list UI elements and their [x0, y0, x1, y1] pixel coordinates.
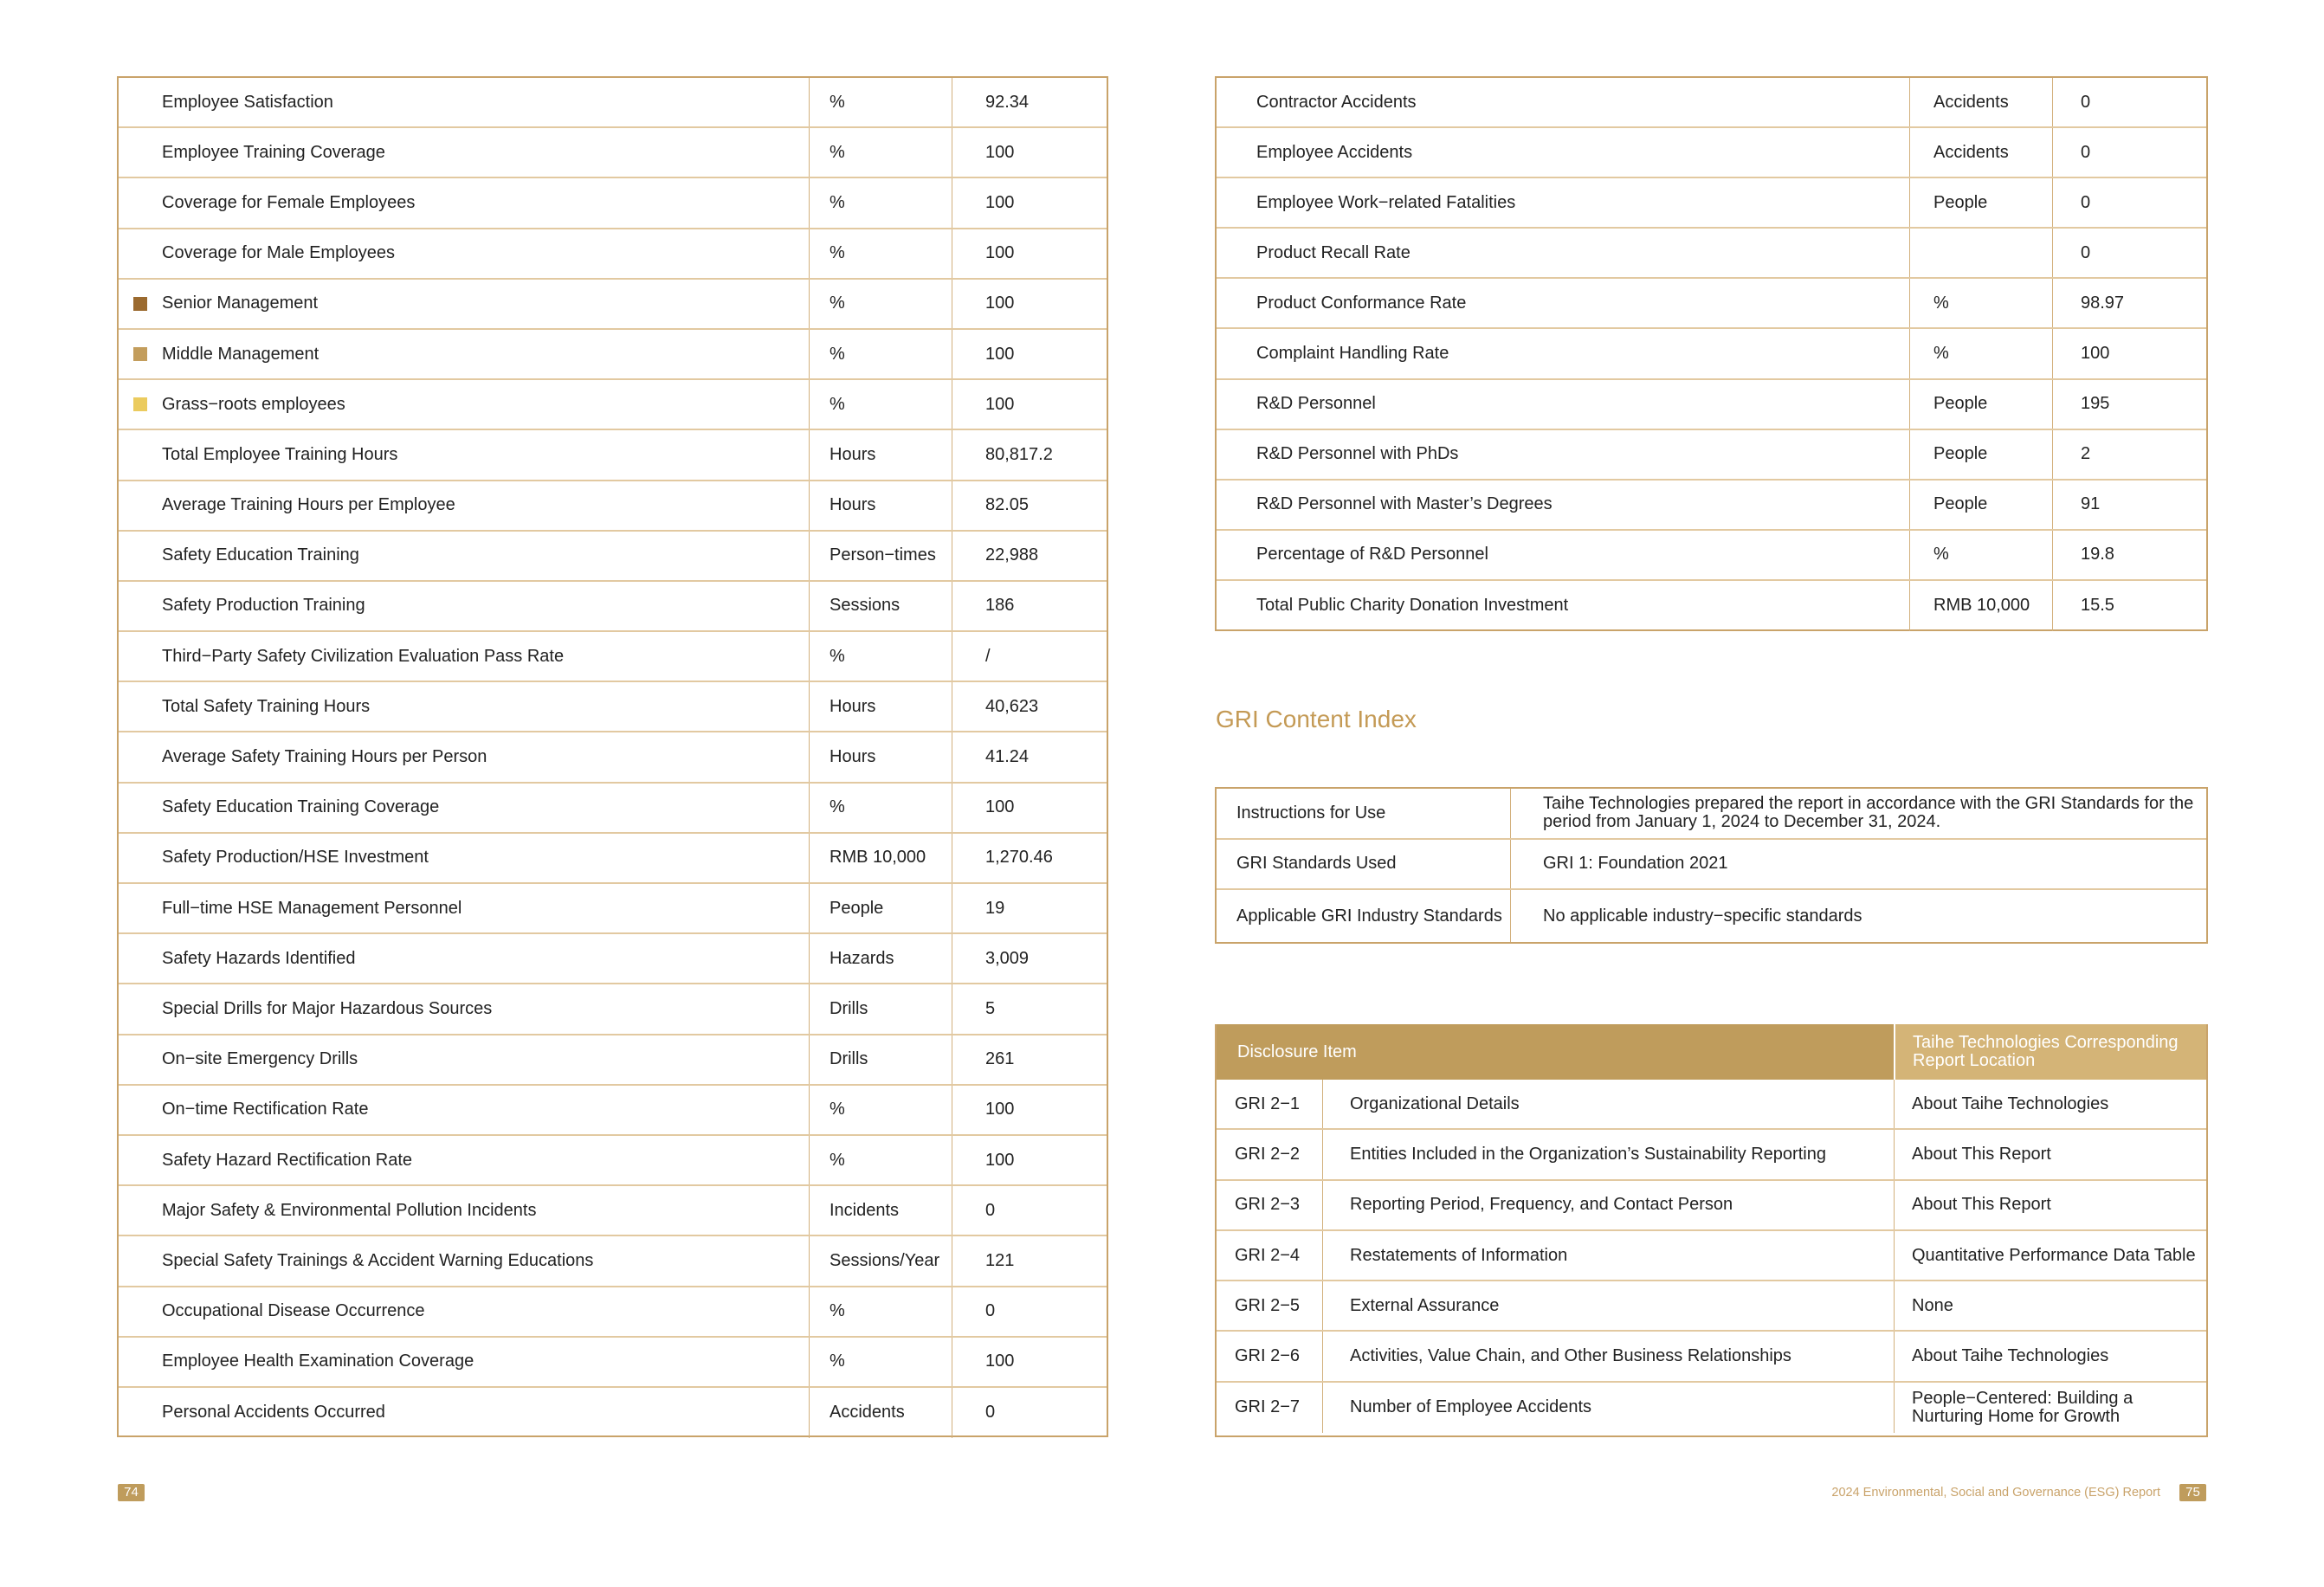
indicator-unit: Sessions/Year [809, 1236, 952, 1285]
table-row [119, 532, 1107, 582]
indicator-value: 261 [952, 1035, 1107, 1084]
indicator-unit: % [809, 380, 952, 429]
gri-info-label: Applicable GRI Industry Standards [1236, 906, 1502, 926]
indicator-unit: % [809, 1287, 952, 1336]
indicator-name: Employee Satisfaction [162, 92, 333, 112]
table-row [119, 481, 1107, 532]
disclosure-location: People−Centered: Building a Nurturing Home for Growth [1894, 1383, 2206, 1433]
indicator-value: 100 [952, 178, 1107, 227]
disclosure-location: About Taihe Technologies [1894, 1080, 2206, 1128]
indicator-name: Complaint Handling Rate [1256, 344, 1449, 364]
indicator-unit: % [809, 178, 952, 227]
indicator-unit: % [809, 229, 952, 278]
indicator-name: Average Training Hours per Employee [162, 495, 455, 515]
indicator-name: R&D Personnel [1256, 394, 1376, 414]
indicator-name-cell [119, 1035, 809, 1084]
gri-info-label: Instructions for Use [1236, 803, 1386, 823]
indicator-value: 40,623 [952, 682, 1107, 731]
indicator-value: 41.24 [952, 732, 1107, 781]
indicator-value: 0 [952, 1186, 1107, 1235]
indicator-name: On−site Emergency Drills [162, 1049, 358, 1069]
marker-senior-legend-square-icon [133, 297, 147, 311]
indicator-name-cell [119, 1287, 809, 1336]
indicator-unit: Hours [809, 430, 952, 479]
indicator-value: 0 [2052, 229, 2206, 277]
disclosure-description: Entities Included in the Organization’s Sustainability Reporting [1322, 1130, 1894, 1178]
indicator-value: 5 [952, 984, 1107, 1033]
indicator-value: 22,988 [952, 532, 1107, 580]
indicator-name: Safety Hazard Rectification Rate [162, 1150, 413, 1170]
indicator-unit: People [1909, 481, 2052, 529]
indicator-name: Occupational Disease Occurrence [162, 1301, 425, 1321]
indicator-name-cell [119, 481, 809, 530]
disclosure-code: GRI 2−1 [1235, 1093, 1301, 1113]
indicator-name: Safety Education Training [162, 545, 359, 565]
indicator-value: 1,270.46 [952, 834, 1107, 882]
indicator-name-cell [119, 1236, 809, 1285]
table-row [119, 380, 1107, 430]
table-row [119, 1236, 1107, 1287]
disclosure-code: GRI 2−5 [1235, 1295, 1301, 1315]
table-row [1217, 531, 2206, 581]
indicator-unit: People [1909, 380, 2052, 429]
indicator-name-cell [119, 532, 809, 580]
table-row [119, 582, 1107, 632]
page-number-left: 74 [118, 1484, 145, 1501]
table-row [119, 1136, 1107, 1186]
indicator-unit: % [1909, 531, 2052, 579]
indicator-value: 195 [2052, 380, 2206, 429]
marker-middle-legend-square-icon [133, 347, 147, 361]
table-row [119, 229, 1107, 280]
gri-section-title: GRI Content Index [1216, 706, 1417, 732]
indicator-value: 121 [952, 1236, 1107, 1285]
table-row [119, 1338, 1107, 1388]
gri-info-text: No applicable industry−specific standards [1510, 890, 2206, 942]
indicator-unit: Drills [809, 1035, 952, 1084]
indicator-unit: % [809, 1136, 952, 1184]
table-row [119, 1186, 1107, 1236]
indicator-value: 100 [2052, 329, 2206, 377]
indicator-unit: Hours [809, 682, 952, 731]
indicator-name: Product Recall Rate [1256, 242, 1411, 262]
indicator-name-cell [119, 834, 809, 882]
disclosure-location: About This Report [1894, 1181, 2206, 1229]
indicator-name-cell [119, 128, 809, 177]
indicator-value: 186 [952, 582, 1107, 630]
indicator-name: R&D Personnel with Master’s Degrees [1256, 494, 1553, 514]
indicator-value: 82.05 [952, 481, 1107, 530]
indicator-name-cell [119, 984, 809, 1033]
indicator-name: Total Safety Training Hours [162, 696, 371, 716]
indicator-name-cell [119, 380, 809, 429]
disclosure-code: GRI 2−6 [1235, 1346, 1301, 1366]
table-row [119, 330, 1107, 380]
indicator-unit: % [809, 280, 952, 328]
table-row [119, 280, 1107, 330]
indicator-value: 100 [952, 229, 1107, 278]
disclosure-row [1217, 1281, 2206, 1332]
disclosure-code: GRI 2−4 [1235, 1245, 1301, 1265]
indicator-name: Total Employee Training Hours [162, 444, 398, 464]
table-row [119, 984, 1107, 1035]
disclosure-code: GRI 2−3 [1235, 1195, 1301, 1215]
indicator-name: Safety Education Training Coverage [162, 797, 440, 817]
table-row [119, 682, 1107, 732]
table-row [119, 1287, 1107, 1338]
indicator-unit: % [809, 330, 952, 378]
indicator-name: Senior Management [162, 294, 319, 313]
indicator-unit: Accidents [1909, 78, 2052, 126]
indicator-value: 100 [952, 1136, 1107, 1184]
marker-grassroots-legend-square-icon [133, 397, 147, 411]
right-performance-table [1215, 76, 2208, 631]
indicator-unit: Accidents [1909, 128, 2052, 177]
gri-info-label: GRI Standards Used [1236, 854, 1397, 874]
table-row [1217, 581, 2206, 631]
indicator-unit: % [809, 1086, 952, 1134]
indicator-unit: % [1909, 329, 2052, 377]
page-number-right: 75 [2179, 1484, 2206, 1501]
indicator-unit: Sessions [809, 582, 952, 630]
gri-info-row [1217, 840, 2206, 891]
indicator-unit: Accidents [809, 1388, 952, 1438]
disclosure-row [1217, 1181, 2206, 1231]
indicator-value: 19.8 [2052, 531, 2206, 579]
indicator-unit: People [1909, 178, 2052, 227]
indicator-name-cell [119, 1136, 809, 1184]
table-row [119, 1086, 1107, 1136]
indicator-name: Total Public Charity Donation Investment [1256, 596, 1569, 616]
indicator-value: / [952, 632, 1107, 681]
indicator-name: Product Conformance Rate [1256, 293, 1467, 313]
indicator-unit: % [809, 784, 952, 832]
table-row [119, 430, 1107, 481]
indicator-unit: Person−times [809, 532, 952, 580]
disclosure-description: External Assurance [1322, 1281, 1894, 1330]
table-row [1217, 481, 2206, 531]
gri-info-text: Taihe Technologies prepared the report in accordance with the GRI Standards for the period from January 1, 2024 to December 31, 2024. [1510, 789, 2206, 838]
indicator-name-cell [119, 78, 809, 126]
table-row [1217, 229, 2206, 279]
table-row [119, 128, 1107, 178]
indicator-name-cell [119, 1388, 809, 1438]
indicator-name: Special Drills for Major Hazardous Sources [162, 998, 493, 1018]
indicator-unit: People [1909, 430, 2052, 479]
indicator-name: Middle Management [162, 344, 320, 364]
indicator-name: Special Safety Trainings & Accident Warning Educations [162, 1250, 594, 1270]
gri-info-table [1215, 787, 2208, 944]
indicator-value: 80,817.2 [952, 430, 1107, 479]
table-row [1217, 430, 2206, 481]
indicator-name: Safety Production Training [162, 596, 365, 616]
table-row [119, 784, 1107, 834]
table-row [119, 934, 1107, 984]
indicator-name-cell [119, 178, 809, 227]
disclosure-description: Activities, Value Chain, and Other Business Relationships [1322, 1332, 1894, 1380]
indicator-name: Personal Accidents Occurred [162, 1403, 385, 1422]
indicator-value: 98.97 [2052, 279, 2206, 327]
indicator-name-cell [119, 430, 809, 479]
table-row [119, 78, 1107, 128]
indicator-unit: Hazards [809, 934, 952, 983]
indicator-name: Safety Hazards Identified [162, 948, 356, 968]
indicator-name-cell [119, 934, 809, 983]
indicator-name: Average Safety Training Hours per Person [162, 747, 487, 767]
indicator-unit: Hours [809, 481, 952, 530]
report-title-footer: 2024 Environmental, Social and Governance (ESG) Report [1831, 1486, 2160, 1500]
indicator-name: Employee Accidents [1256, 142, 1413, 162]
indicator-unit: Hours [809, 732, 952, 781]
indicator-name-cell [119, 884, 809, 932]
disclosure-row [1217, 1383, 2206, 1433]
indicator-name-cell [119, 229, 809, 278]
table-row [119, 632, 1107, 682]
indicator-value: 91 [2052, 481, 2206, 529]
disclosure-description: Reporting Period, Frequency, and Contact Person [1322, 1181, 1894, 1229]
indicator-name: Major Safety & Environmental Pollution Incidents [162, 1200, 537, 1220]
indicator-name-cell [119, 1086, 809, 1134]
indicator-unit: % [809, 128, 952, 177]
indicator-name-cell [119, 330, 809, 378]
disclosure-row [1217, 1080, 2206, 1130]
indicator-value: 0 [2052, 178, 2206, 227]
disclosure-location: None [1894, 1281, 2206, 1330]
table-row [1217, 78, 2206, 128]
indicator-value: 0 [952, 1287, 1107, 1336]
indicator-name: On−time Rectification Rate [162, 1100, 369, 1119]
left-performance-table [117, 76, 1108, 1437]
indicator-name: Employee Training Coverage [162, 142, 385, 162]
indicator-name: Percentage of R&D Personnel [1256, 545, 1488, 564]
indicator-name: Coverage for Male Employees [162, 243, 396, 263]
indicator-unit: People [809, 884, 952, 932]
disclosure-row [1217, 1231, 2206, 1281]
indicator-value: 3,009 [952, 934, 1107, 983]
indicator-value: 0 [2052, 128, 2206, 177]
indicator-unit: % [809, 78, 952, 126]
indicator-value: 100 [952, 128, 1107, 177]
indicator-unit: RMB 10,000 [1909, 581, 2052, 631]
indicator-name: R&D Personnel with PhDs [1256, 444, 1459, 464]
indicator-name-cell [119, 732, 809, 781]
gri-info-text: GRI 1: Foundation 2021 [1510, 840, 2206, 889]
disclosure-description: Number of Employee Accidents [1322, 1383, 1894, 1433]
indicator-name: Contractor Accidents [1256, 92, 1417, 112]
indicator-name: Third−Party Safety Civilization Evaluation Pass Rate [162, 646, 565, 666]
indicator-value: 100 [952, 330, 1107, 378]
disclosure-location: About This Report [1894, 1130, 2206, 1178]
table-row [1217, 128, 2206, 178]
indicator-name-cell [119, 632, 809, 681]
disclosure-row [1217, 1130, 2206, 1180]
indicator-value: 19 [952, 884, 1107, 932]
disclosure-code: GRI 2−7 [1235, 1397, 1301, 1417]
disclosure-location: Quantitative Performance Data Table [1894, 1231, 2206, 1280]
table-row [1217, 178, 2206, 229]
disclosure-code: GRI 2−2 [1235, 1144, 1301, 1164]
indicator-name-cell [119, 784, 809, 832]
indicator-value: 100 [952, 784, 1107, 832]
table-row [1217, 380, 2206, 430]
indicator-value: 100 [952, 1338, 1107, 1386]
indicator-value: 0 [952, 1388, 1107, 1438]
header-report-location: Taihe Technologies Corresponding Report Location [1894, 1024, 2206, 1080]
indicator-name: Full−time HSE Management Personnel [162, 898, 462, 918]
gri-info-row [1217, 789, 2206, 840]
indicator-unit: % [809, 632, 952, 681]
indicator-name-cell [119, 1338, 809, 1386]
indicator-value: 2 [2052, 430, 2206, 479]
indicator-name: Employee Work−related Fatalities [1256, 192, 1516, 212]
indicator-unit: % [1909, 279, 2052, 327]
header-disclosure-item: Disclosure Item [1217, 1024, 1894, 1080]
disclosure-row [1217, 1332, 2206, 1382]
table-row [119, 884, 1107, 934]
indicator-value: 100 [952, 280, 1107, 328]
indicator-value: 100 [952, 380, 1107, 429]
indicator-unit: % [809, 1338, 952, 1386]
disclosure-location: About Taihe Technologies [1894, 1332, 2206, 1380]
indicator-name: Grass−roots employees [162, 394, 345, 414]
table-row [119, 834, 1107, 884]
disclosure-description: Restatements of Information [1322, 1231, 1894, 1280]
indicator-unit [1909, 229, 2052, 277]
indicator-name: Coverage for Female Employees [162, 192, 416, 212]
table-row [1217, 279, 2206, 329]
indicator-name-cell [119, 280, 809, 328]
table-row [119, 1388, 1107, 1438]
indicator-unit: Incidents [809, 1186, 952, 1235]
indicator-value: 0 [2052, 78, 2206, 126]
indicator-unit: Drills [809, 984, 952, 1033]
indicator-name-cell [119, 682, 809, 731]
table-row [119, 732, 1107, 783]
table-row [119, 178, 1107, 229]
gri-info-row [1217, 890, 2206, 942]
gri-disclosure-table [1215, 1024, 2208, 1437]
indicator-name: Safety Production/HSE Investment [162, 848, 429, 868]
indicator-name-cell [119, 1186, 809, 1235]
disclosure-description: Organizational Details [1322, 1080, 1894, 1128]
indicator-value: 92.34 [952, 78, 1107, 126]
indicator-value: 15.5 [2052, 581, 2206, 631]
indicator-unit: RMB 10,000 [809, 834, 952, 882]
indicator-name: Employee Health Examination Coverage [162, 1352, 474, 1371]
disclosure-table-header [1217, 1024, 2206, 1080]
indicator-name-cell [119, 582, 809, 630]
table-row [119, 1035, 1107, 1086]
table-row [1217, 329, 2206, 379]
indicator-value: 100 [952, 1086, 1107, 1134]
